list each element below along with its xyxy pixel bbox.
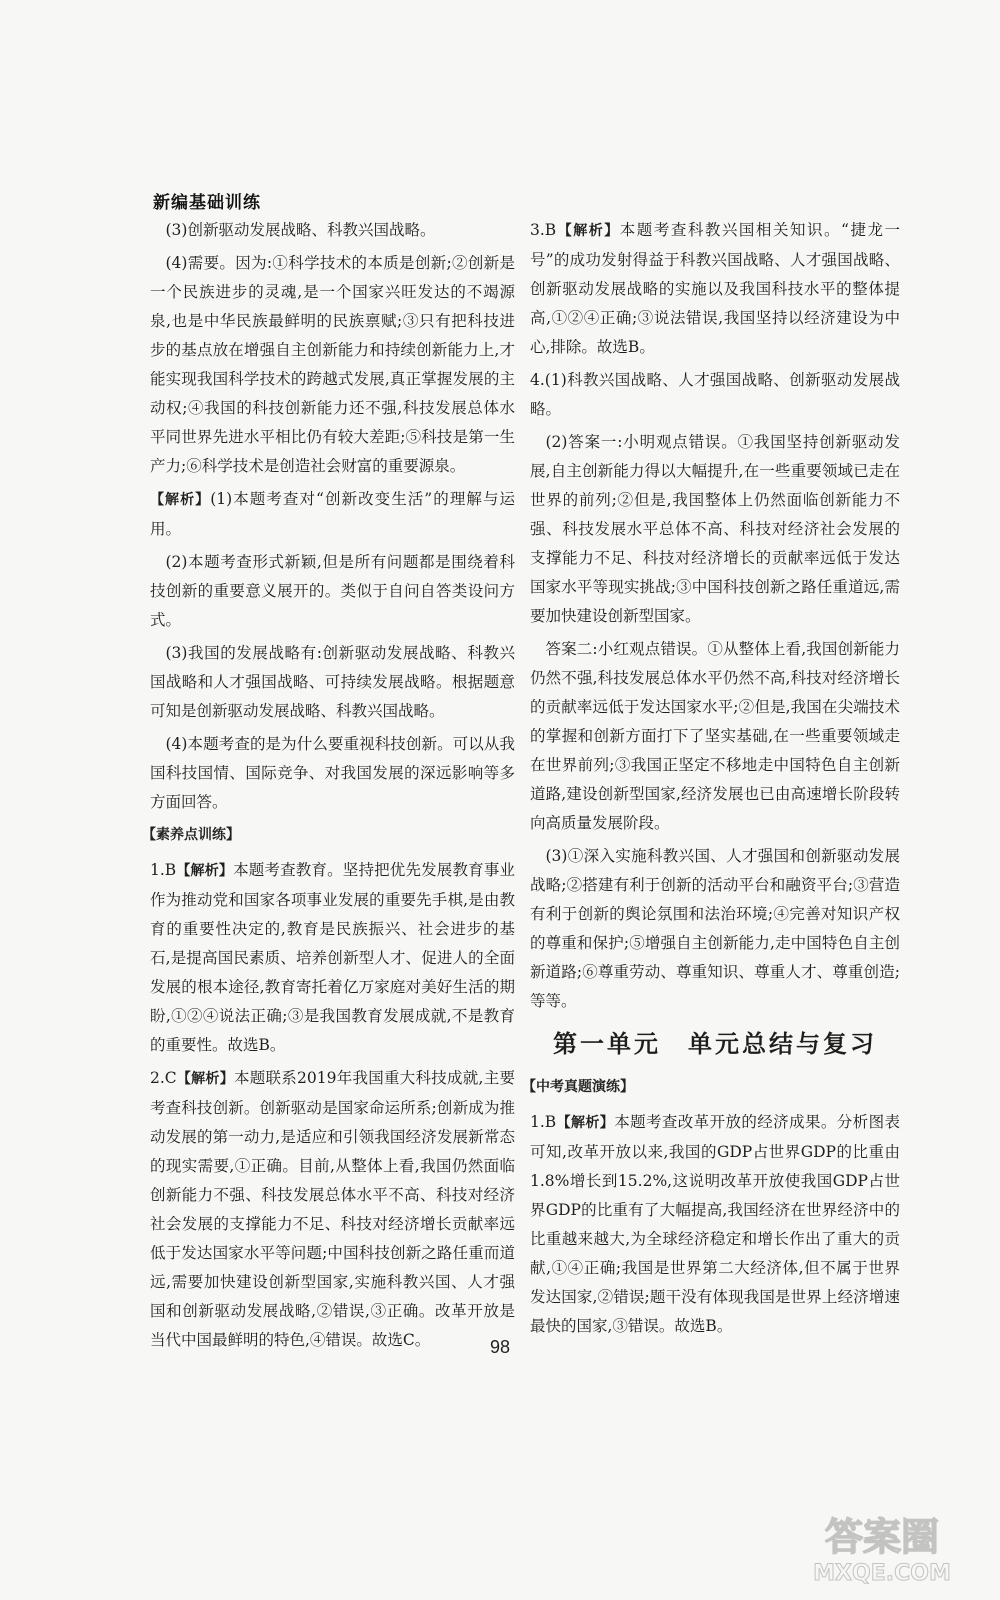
right-column bbox=[522, 216, 900, 1345]
question-3 bbox=[530, 216, 900, 362]
question-number: 1.B bbox=[150, 861, 177, 879]
question-text: 本题考查教育。坚持把优先发展教育事业作为推动党和国家各项事业发展的重要先手棋,是由教育的重要性决定的,教育是民族振兴、社会进步的基石,是提高国民素质、培养创新型人才、促进人的全面发展的根本途径,教育寄托着亿万家庭对美好生活的期盼,①②④说法正确;③是我国教育发展成就,不是教育的重要性。故选B。 bbox=[150, 861, 515, 1054]
question-4-part-2: (2)答案一:小明观点错误。①我国坚持创新驱动发展,自主创新能力得以大幅提升,在一些重要领域已走在世界的前列;②但是,我国整体上仍然面临创新能力不强、科技发展水平总体不高、科技对经济社会发展的支撑能力不足、科技对经济增长的贡献率远低于发达国家水平等现实挑战;③中国科技创新之路任重道远,需要加快建设创新型国家。 bbox=[530, 433, 900, 625]
analysis-tag: 【解析】 bbox=[176, 1071, 234, 1087]
analysis-text: (1)本题考查对“创新改变生活”的理解与运用。 bbox=[150, 490, 515, 538]
header-title: 新编基础训练 bbox=[153, 193, 261, 213]
analysis-1 bbox=[150, 485, 515, 544]
analysis-tag: 【解析】 bbox=[176, 863, 234, 879]
question-1 bbox=[150, 856, 515, 1060]
left-column bbox=[142, 216, 516, 1359]
section-tag-suyang: 【素养点训练】 bbox=[142, 827, 240, 843]
question-number: 1.B bbox=[530, 1113, 557, 1131]
analysis-3: (3)我国的发展战略有:创新驱动发展战略、科教兴国战略和人才强国战略、可持续发展战略。根据题意可知是创新驱动发展战略、科教兴国战略。 bbox=[150, 644, 515, 720]
analysis-2: (2)本题考查形式新颖,但是所有问题都是围绕着科技创新的重要意义展开的。类似于自问自答类设问方式。 bbox=[150, 553, 515, 629]
watermark-url: MXQE.COM bbox=[813, 1561, 951, 1586]
question-text: 本题联系2019年我国重大科技成就,主要考查科技创新。创新驱动是国家命运所系;创新成为推动发展的第一动力,是适应和引领我国经济发展新常态的现实需要,①正确。目前,从整体上看,我国仍然面临创新能力不强、科技发展总体水平不高、科技对经济社会发展的支撑能力不足、科技对经济增长贡献率远低于发达国家水平等问题;中国科技创新之路任重而道远,需要加快建设创新型国家,实施科教兴国、人才强国和创新驱动发展战略,②错误,③正确。改革开放是当代中国最鲜明的特色,④错误。故选C。 bbox=[150, 1069, 516, 1349]
question-2 bbox=[150, 1064, 515, 1355]
unit-title: 第一单元 单元总结与复习 bbox=[553, 1030, 877, 1058]
question-number: 2.C bbox=[150, 1069, 177, 1087]
answer-3: (3)创新驱动发展战略、科教兴国战略。 bbox=[165, 221, 436, 239]
analysis-tag: 【解析】 bbox=[556, 1115, 615, 1131]
question-text: 本题考查科教兴国相关知识。“捷龙一号”的成功发射得益于科教兴国战略、人才强国战略、创新驱动发展战略的实施以及我国科技水平的整体提高,①②④正确;③说法错误,我国坚持以经济建设为中心,排除。故选B。 bbox=[530, 221, 900, 356]
question-text: 本题考查改革开放的经济成果。分析图表可知,改革开放以来,我国的GDP占世界GDP的比重由1.8%增长到15.2%,这说明改革开放使我国GDP占世界GDP的比重有了大幅提高,我国经济在世界经济中的比重越来越大,为全球经济稳定和增长作出了重大的贡献,①④正确;我国是世界第二大经济体,但不属于世界发达国家,②错误;题干没有体现我国是世界上经济增速最快的国家,③错误。故选B。 bbox=[530, 1113, 900, 1335]
answer-4: (4)需要。因为:①科学技术的本质是创新;②创新是一个民族进步的灵魂,是一个国家兴旺发达的不竭源泉,也是中华民族最鲜明的民族禀赋;③只有把科技进步的基点放在增强自主创新能力和持续创新能力上,才能实现我国科学技术的跨越式发展,真正掌握发展的主动权;④我国的科技创新能力还不强,科技发展总体水平同世界先进水平相比仍有较大差距;⑤科技是第一生产力;⑥科学技术是创造社会财富的重要源泉。 bbox=[150, 254, 515, 475]
question-4-part-1: 4.(1)科教兴国战略、人才强国战略、创新驱动发展战略。 bbox=[530, 371, 900, 418]
question-4-part-2-alt: 答案二:小红观点错误。①从整体上看,我国创新能力仍然不强,科技发展总体水平仍然不高,科技对经济增长的贡献率远低于发达国家水平;②但是,我国在尖端技术的掌握和创新方面打下了坚实基础,在一些重要领域走在世界前列;③我国正坚定不移地走中国特色自主创新道路,建设创新型国家,经济发展也已由高速增长阶段转向高质量发展阶段。 bbox=[530, 640, 900, 832]
question-number: 3.B bbox=[530, 221, 557, 239]
review-question-1 bbox=[530, 1108, 900, 1341]
page-number: 98 bbox=[489, 1337, 511, 1357]
watermark-text: 答案圈 bbox=[824, 1515, 940, 1559]
question-4-part-3: (3)①深入实施科教兴国、人才强国和创新驱动发展战略;②搭建有利于创新的活动平台和融资平台;③营造有利于创新的舆论氛围和法治环境;④完善对知识产权的尊重和保护;⑤增强自主创新能力,走中国特色自主创新道路;⑥尊重劳动、尊重知识、尊重人才、尊重创造;等等。 bbox=[530, 847, 900, 1010]
section-tag-zhongkao: 【中考真题演练】 bbox=[522, 1079, 634, 1095]
analysis-4: (4)本题考查的是为什么要重视科技创新。可以从我国科技国情、国际竞争、对我国发展的深远影响等多方面回答。 bbox=[150, 735, 515, 811]
watermark-logo-icon bbox=[792, 1508, 972, 1588]
analysis-tag: 【解析】 bbox=[556, 223, 620, 239]
analysis-tag: 【解析】 bbox=[150, 492, 211, 508]
